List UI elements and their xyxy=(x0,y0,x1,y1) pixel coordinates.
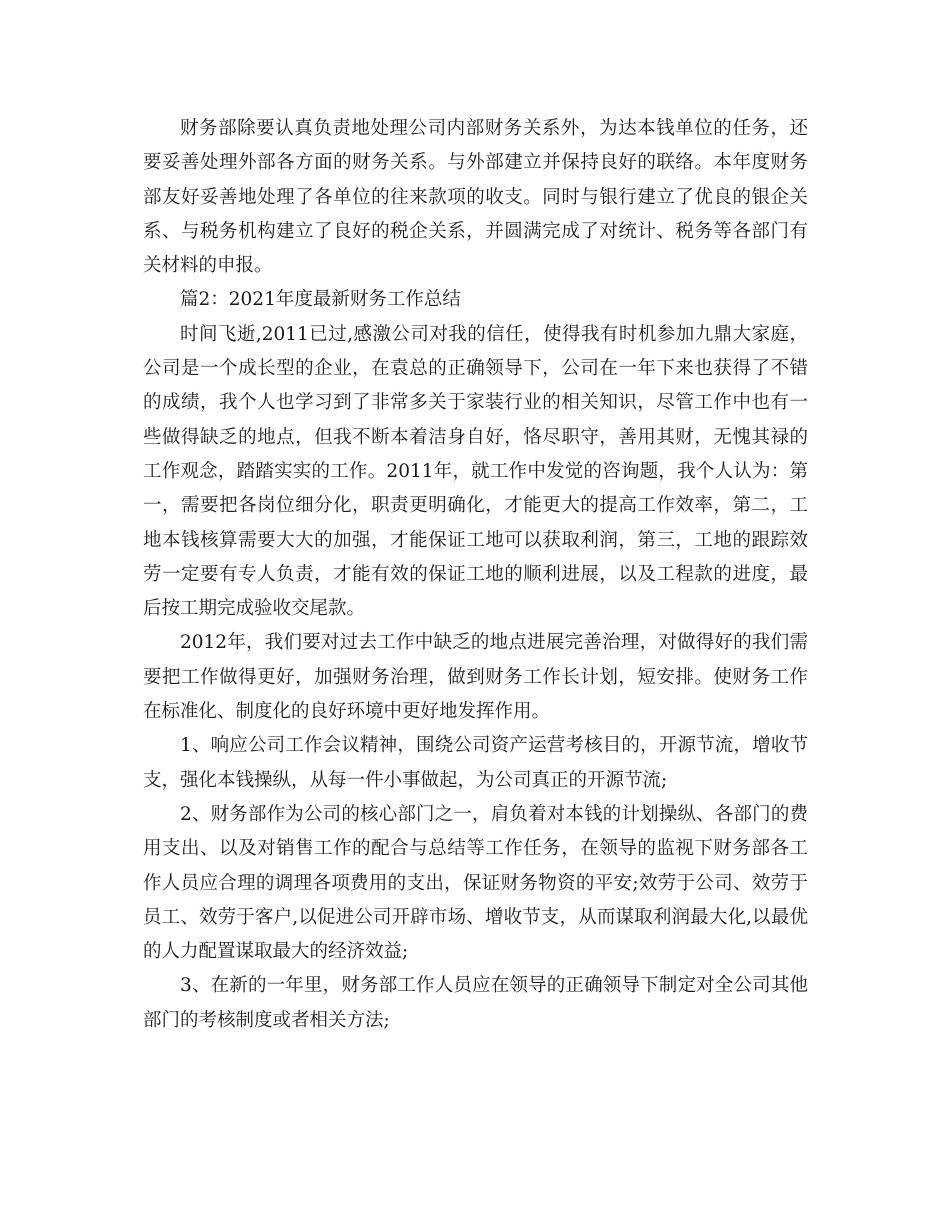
list-item-3: 3、在新的一年里，财务部工作人员应在领导的正确领导下制定对全公司其他部门的考核制度或者相关方法; xyxy=(143,975,808,1031)
document-body xyxy=(143,112,808,1038)
paragraph-2012-plan: 2012年，我们要对过去工作中缺乏的地点进展完善治理，对做得好的我们需要把工作做得更好，加强财务治理，做到财务工作长计划，短安排。使财务工作在标准化、制度化的良好环境中更好地发挥作用。 xyxy=(143,632,808,723)
paragraph-year-review: 时间飞逝,2011已过,感激公司对我的信任，使得我有时机参加九鼎大家庭，公司是一个成长型的企业，在袁总的正确领导下，公司在一年下来也获得了不错的成绩，我个人也学习到了非常多关于家装行业的相关知识，尽管工作中也有一些做得缺乏的地点，但我不断本着洁身自好，恪尽职守，善用其财，无愧其禄的工作观念，踏踏实实的工作。2011年，就工作中发觉的咨询题，我个人认为：第一，需要把各岗位细分化，职责更明确化，才能更大的提高工作效率，第二，工地本钱核算需要大大的加强，才能保证工地可以获取利润，第三，工地的跟踪效劳一定要有专人负责，才能有效的保证工地的顺利进展，以及工程款的进度，最后按工期完成验收交尾款。 xyxy=(143,323,808,620)
list-item-1: 1、响应公司工作会议精神，围绕公司资产运营考核目的，开源节流，增收节支，强化本钱操纵，从每一件小事做起，为公司真正的开源节流; xyxy=(143,735,808,791)
list-item-2: 2、财务部作为公司的核心部门之一，肩负着对本钱的计划操纵、各部门的费用支出、以及对销售工作的配合与总结等工作任务，在领导的监视下财务部各工作人员应合理的调理各项费用的支出，保证财务物资的平安;效劳于公司、效劳于员工、效劳于客户,以促进公司开辟市场、增收节支，从而谋取利润最大化,以最优的人力配置谋取最大的经济效益; xyxy=(143,803,808,963)
section-heading: 篇2：2021年度最新财务工作总结 xyxy=(180,289,461,311)
paragraph-finance-relations: 财务部除要认真负责地处理公司内部财务关系外，为达本钱单位的任务，还要妥善处理外部各方面的财务关系。与外部建立并保持良好的联络。本年度财务部友好妥善地处理了各单位的往来款项的收支。同时与银行建立了优良的银企关系、与税务机构建立了良好的税企关系，并圆满完成了对统计、税务等各部门有关材料的申报。 xyxy=(143,118,808,277)
